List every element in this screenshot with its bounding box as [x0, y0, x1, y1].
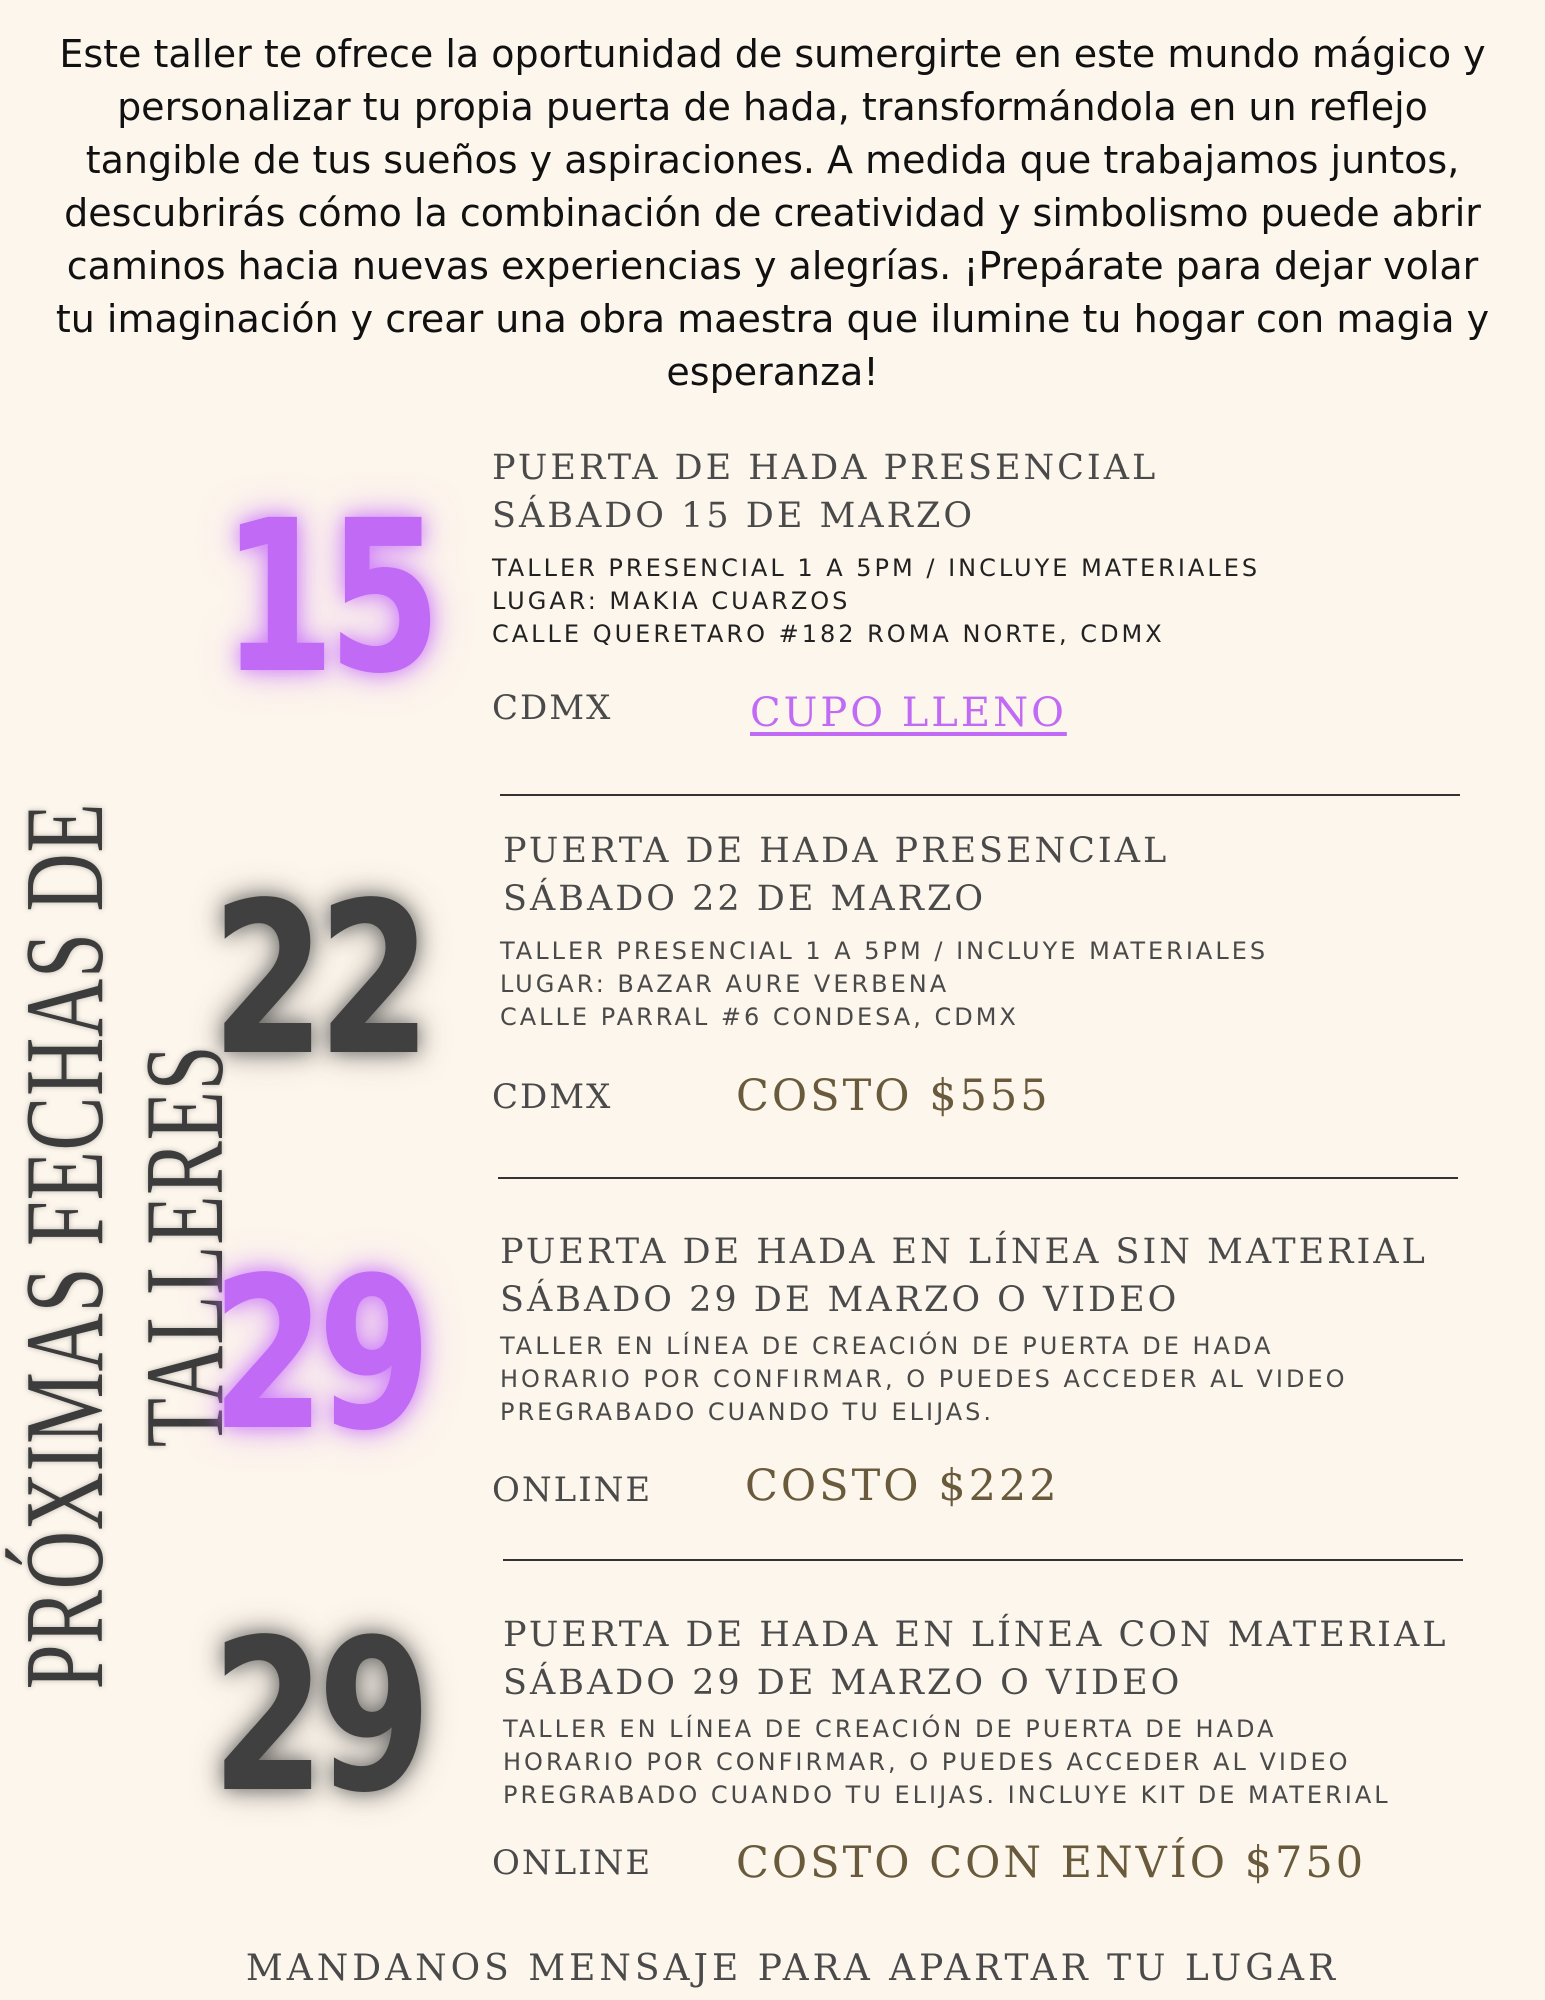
event-4-day-number: 29 [211, 1594, 424, 1839]
event-3-cost: COSTO $222 [745, 1461, 1060, 1511]
event-1-detail-line3: CALLE QUERETARO #182 ROMA NORTE, CDMX [492, 620, 1165, 648]
event-4-cost: COSTO CON ENVÍO $750 [736, 1838, 1367, 1888]
divider-3 [503, 1559, 1463, 1561]
divider-2 [498, 1177, 1458, 1179]
event-2-details [500, 935, 1268, 1034]
event-3-detail-line1: TALLER EN LÍNEA DE CREACIÓN DE PUERTA DE HADA [500, 1332, 1274, 1360]
event-4-location: ONLINE [492, 1843, 653, 1883]
event-1-detail-line2: LUGAR: MAKIA CUARZOS [492, 587, 851, 615]
event-1-day-number: 15 [221, 475, 434, 720]
event-4-title [503, 1611, 1449, 1707]
event-3-details [500, 1330, 1348, 1429]
event-3-location: ONLINE [492, 1470, 653, 1510]
side-title: PRÓXIMAS FECHAS DE TALLERES [3, 802, 247, 1690]
event-4-detail-line1: TALLER EN LÍNEA DE CREACIÓN DE PUERTA DE HADA [503, 1715, 1277, 1743]
event-3-title-line1: PUERTA DE HADA EN LÍNEA SIN MATERIAL [500, 1232, 1428, 1272]
event-1-title-line1: PUERTA DE HADA PRESENCIAL [492, 448, 1159, 488]
event-2-detail-line1: TALLER PRESENCIAL 1 A 5PM / INCLUYE MATERIALES [500, 937, 1269, 965]
event-1-title [492, 444, 1158, 540]
event-4-detail-line2: HORARIO POR CONFIRMAR, O PUEDES ACCEDER AL VIDEO [503, 1748, 1351, 1776]
event-2-title [503, 827, 1169, 923]
event-4-detail-line3: PREGRABADO CUANDO TU ELIJAS. INCLUYE KIT DE MATERIAL [503, 1781, 1391, 1809]
event-3-day-number: 29 [211, 1232, 424, 1477]
event-4-details [503, 1713, 1391, 1812]
event-1-status-link[interactable]: CUPO LLENO [750, 690, 1067, 736]
event-2-cost: COSTO $555 [736, 1071, 1051, 1121]
event-1-title-line2: SÁBADO 15 DE MARZO [492, 496, 976, 536]
event-3-detail-line3: PREGRABADO CUANDO TU ELIJAS. [500, 1398, 995, 1426]
divider-1 [500, 794, 1460, 796]
footer-cta: MANDANOS MENSAJE PARA APARTAR TU LUGAR [245, 1948, 1340, 1989]
event-3-title [500, 1228, 1428, 1324]
event-2-day-number: 22 [211, 857, 424, 1102]
event-3-detail-line2: HORARIO POR CONFIRMAR, O PUEDES ACCEDER AL VIDEO [500, 1365, 1348, 1393]
event-3-title-line2: SÁBADO 29 DE MARZO O VIDEO [500, 1280, 1180, 1320]
intro-paragraph: Este taller te ofrece la oportunidad de sumergirte en este mundo mágico y personalizar tu propia puerta de hada, transformándola en un reflejo tangible de tus sueños y aspiraciones. A medida que trabajamos juntos, descubrirás cómo la combinación de creatividad y simbolismo puede abrir caminos hacia nuevas experiencias y alegrías. ¡Prepárate para dejar volar tu imaginación y crear una obra maestra que ilumine tu hogar con magia y esperanza! [55, 32, 1490, 394]
event-2-location: CDMX [492, 1077, 613, 1117]
event-1-details [492, 552, 1260, 651]
event-1-detail-line1: TALLER PRESENCIAL 1 A 5PM / INCLUYE MATERIALES [492, 554, 1261, 582]
event-1-location: CDMX [492, 688, 613, 728]
event-4-title-line1: PUERTA DE HADA EN LÍNEA CON MATERIAL [503, 1615, 1449, 1655]
event-2-title-line1: PUERTA DE HADA PRESENCIAL [503, 831, 1170, 871]
event-2-title-line2: SÁBADO 22 DE MARZO [503, 879, 987, 919]
event-2-detail-line2: LUGAR: BAZAR AURE VERBENA [500, 970, 950, 998]
event-4-title-line2: SÁBADO 29 DE MARZO O VIDEO [503, 1663, 1183, 1703]
event-2-detail-line3: CALLE PARRAL #6 CONDESA, CDMX [500, 1003, 1019, 1031]
